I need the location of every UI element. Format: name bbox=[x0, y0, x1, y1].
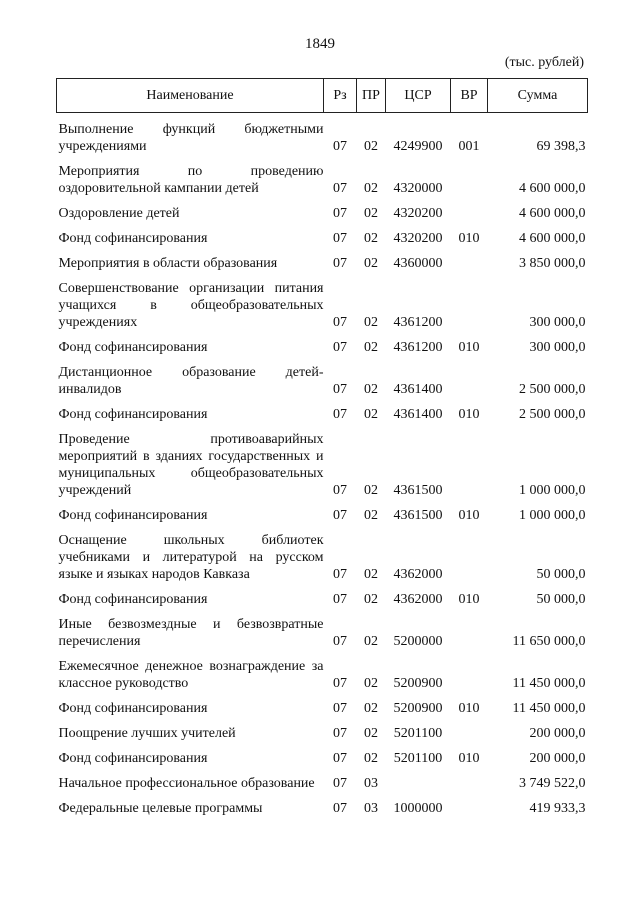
row-vr bbox=[451, 612, 488, 654]
table-row bbox=[57, 226, 588, 251]
row-vr: 010 bbox=[458, 701, 480, 716]
table-row bbox=[57, 360, 588, 402]
row-sum: 2 500 000,0 bbox=[519, 382, 586, 397]
row-rz: 07 bbox=[333, 776, 347, 791]
row-vr: 010 bbox=[458, 751, 480, 766]
row-rz: 07 bbox=[333, 181, 347, 196]
row-rz: 07 bbox=[333, 231, 347, 246]
row-csr: 4360000 bbox=[393, 256, 443, 271]
header-name: Наименование bbox=[57, 79, 324, 113]
table-row bbox=[57, 335, 588, 360]
row-sum: 50 000,0 bbox=[536, 567, 586, 582]
row-sum: 300 000,0 bbox=[529, 340, 586, 355]
row-name: Ежемесячное денежное вознаграждение за классное руководство bbox=[58, 659, 324, 691]
row-pr: 02 bbox=[364, 567, 378, 582]
row-sum: 11 650 000,0 bbox=[512, 634, 586, 649]
table-row bbox=[57, 746, 588, 771]
row-pr: 02 bbox=[364, 483, 378, 498]
row-pr: 02 bbox=[364, 726, 378, 741]
table-row bbox=[57, 427, 588, 503]
table-row bbox=[57, 528, 588, 587]
row-vr bbox=[451, 251, 488, 276]
row-name: Фонд софинансирования bbox=[58, 508, 208, 523]
row-csr: 5200900 bbox=[393, 676, 443, 691]
row-rz: 07 bbox=[333, 801, 347, 816]
table-row bbox=[57, 113, 588, 160]
row-rz: 07 bbox=[333, 751, 347, 766]
row-pr: 02 bbox=[364, 751, 378, 766]
row-name: Дистанционное образование детей-инвалидов bbox=[58, 365, 324, 397]
table-header bbox=[57, 79, 588, 113]
row-vr bbox=[451, 771, 488, 796]
row-name: Начальное профессиональное образование bbox=[58, 776, 315, 791]
row-rz: 07 bbox=[333, 592, 347, 607]
table-row bbox=[57, 587, 588, 612]
row-rz: 07 bbox=[333, 256, 347, 271]
row-name: Федеральные целевые программы bbox=[58, 801, 263, 816]
row-sum: 69 398,3 bbox=[536, 139, 586, 154]
row-rz: 07 bbox=[333, 483, 347, 498]
row-rz: 07 bbox=[333, 315, 347, 330]
row-sum: 1 000 000,0 bbox=[519, 508, 586, 523]
row-csr: 5201100 bbox=[393, 726, 443, 741]
row-vr: 010 bbox=[458, 407, 480, 422]
header-vr: ВР bbox=[451, 79, 488, 113]
row-rz: 07 bbox=[333, 340, 347, 355]
row-pr: 02 bbox=[364, 315, 378, 330]
row-name: Фонд софинансирования bbox=[58, 701, 208, 716]
row-vr: 010 bbox=[458, 340, 480, 355]
row-csr: 4361400 bbox=[393, 407, 443, 422]
row-name: Фонд софинансирования bbox=[58, 407, 208, 422]
row-csr: 4361200 bbox=[393, 315, 443, 330]
row-csr bbox=[386, 771, 451, 796]
row-sum: 200 000,0 bbox=[529, 751, 586, 766]
row-vr: 010 bbox=[458, 508, 480, 523]
row-csr: 5201100 bbox=[393, 751, 443, 766]
row-csr: 5200000 bbox=[393, 634, 443, 649]
row-vr: 010 bbox=[458, 592, 480, 607]
row-csr: 4320200 bbox=[393, 206, 443, 221]
unit-label: (тыс. рублей) bbox=[504, 55, 584, 70]
row-name: Совершенствование организации питания учащихся в общеобразовательных учреждениях bbox=[58, 281, 324, 330]
table-row bbox=[57, 612, 588, 654]
row-vr bbox=[451, 796, 488, 821]
row-csr: 4361200 bbox=[393, 340, 443, 355]
row-csr: 1000000 bbox=[393, 801, 443, 816]
row-name: Оснащение школьных библиотек учебниками и литературой на русском языке и языках народов Кавказа bbox=[58, 533, 324, 582]
table-row bbox=[57, 696, 588, 721]
row-name: Иные безвозмездные и безвозвратные перечисления bbox=[58, 617, 324, 649]
row-name: Выполнение функций бюджетными учреждениями bbox=[58, 122, 324, 154]
row-rz: 07 bbox=[333, 206, 347, 221]
row-pr: 02 bbox=[364, 340, 378, 355]
row-vr bbox=[451, 654, 488, 696]
row-name: Оздоровление детей bbox=[58, 206, 180, 221]
row-csr: 4362000 bbox=[393, 592, 443, 607]
table-row bbox=[57, 654, 588, 696]
row-name: Фонд софинансирования bbox=[58, 231, 208, 246]
row-pr: 03 bbox=[364, 776, 378, 791]
row-pr: 02 bbox=[364, 139, 378, 154]
row-sum: 419 933,3 bbox=[529, 801, 586, 816]
row-rz: 07 bbox=[333, 567, 347, 582]
row-name: Поощрение лучших учителей bbox=[58, 726, 236, 741]
row-rz: 07 bbox=[333, 407, 347, 422]
table-row bbox=[57, 771, 588, 796]
row-vr bbox=[451, 201, 488, 226]
row-sum: 4 600 000,0 bbox=[519, 206, 586, 221]
row-rz: 07 bbox=[333, 726, 347, 741]
row-name: Фонд софинансирования bbox=[58, 751, 208, 766]
header-csr: ЦСР bbox=[386, 79, 451, 113]
row-csr: 4361500 bbox=[393, 508, 443, 523]
row-rz: 07 bbox=[333, 676, 347, 691]
row-pr: 02 bbox=[364, 382, 378, 397]
row-csr: 4362000 bbox=[393, 567, 443, 582]
row-sum: 50 000,0 bbox=[536, 592, 586, 607]
table-row bbox=[57, 721, 588, 746]
row-vr: 001 bbox=[458, 139, 480, 154]
row-sum: 2 500 000,0 bbox=[519, 407, 586, 422]
table-row bbox=[57, 402, 588, 427]
row-rz: 07 bbox=[333, 139, 347, 154]
row-csr: 4320000 bbox=[393, 181, 443, 196]
row-pr: 02 bbox=[364, 407, 378, 422]
row-sum: 3 749 522,0 bbox=[519, 776, 586, 791]
row-pr: 02 bbox=[364, 181, 378, 196]
budget-table bbox=[56, 78, 588, 821]
row-csr: 4361500 bbox=[393, 483, 443, 498]
row-sum: 11 450 000,0 bbox=[512, 701, 586, 716]
row-pr: 02 bbox=[364, 231, 378, 246]
row-vr: 010 bbox=[458, 231, 480, 246]
row-sum: 3 850 000,0 bbox=[519, 256, 586, 271]
row-rz: 07 bbox=[333, 508, 347, 523]
header-rz: Рз bbox=[324, 79, 357, 113]
row-pr: 02 bbox=[364, 592, 378, 607]
row-rz: 07 bbox=[333, 634, 347, 649]
row-vr bbox=[451, 360, 488, 402]
row-name: Фонд софинансирования bbox=[58, 592, 208, 607]
row-pr: 02 bbox=[364, 634, 378, 649]
row-pr: 02 bbox=[364, 256, 378, 271]
row-vr bbox=[451, 721, 488, 746]
row-sum: 200 000,0 bbox=[529, 726, 586, 741]
row-csr: 4249900 bbox=[393, 139, 443, 154]
row-name: Мероприятия по проведению оздоровительной кампании детей bbox=[58, 164, 324, 196]
header-pr: ПР bbox=[357, 79, 386, 113]
page-number: 1849 bbox=[305, 36, 335, 52]
row-name: Проведение противоаварийных мероприятий в зданиях государственных и муниципальных общеобразовательных учреждений bbox=[58, 432, 324, 498]
row-name: Фонд софинансирования bbox=[58, 340, 208, 355]
row-sum: 1 000 000,0 bbox=[519, 483, 586, 498]
table-row bbox=[57, 159, 588, 201]
row-csr: 4361400 bbox=[393, 382, 443, 397]
row-sum: 11 450 000,0 bbox=[512, 676, 586, 691]
row-vr bbox=[451, 276, 488, 335]
row-csr: 5200900 bbox=[393, 701, 443, 716]
row-pr: 02 bbox=[364, 676, 378, 691]
row-rz: 07 bbox=[333, 382, 347, 397]
row-pr: 02 bbox=[364, 508, 378, 523]
header-sum: Сумма bbox=[488, 79, 588, 113]
row-sum: 4 600 000,0 bbox=[519, 231, 586, 246]
row-sum: 4 600 000,0 bbox=[519, 181, 586, 196]
row-pr: 02 bbox=[364, 701, 378, 716]
row-pr: 02 bbox=[364, 206, 378, 221]
row-pr: 03 bbox=[364, 801, 378, 816]
row-rz: 07 bbox=[333, 701, 347, 716]
table-row bbox=[57, 796, 588, 821]
table-row bbox=[57, 251, 588, 276]
table-row bbox=[57, 276, 588, 335]
row-sum: 300 000,0 bbox=[529, 315, 586, 330]
row-csr: 4320200 bbox=[393, 231, 443, 246]
row-name: Мероприятия в области образования bbox=[58, 256, 278, 271]
row-vr bbox=[451, 159, 488, 201]
row-vr bbox=[451, 528, 488, 587]
table-row bbox=[57, 201, 588, 226]
row-vr bbox=[451, 427, 488, 503]
table-row bbox=[57, 503, 588, 528]
